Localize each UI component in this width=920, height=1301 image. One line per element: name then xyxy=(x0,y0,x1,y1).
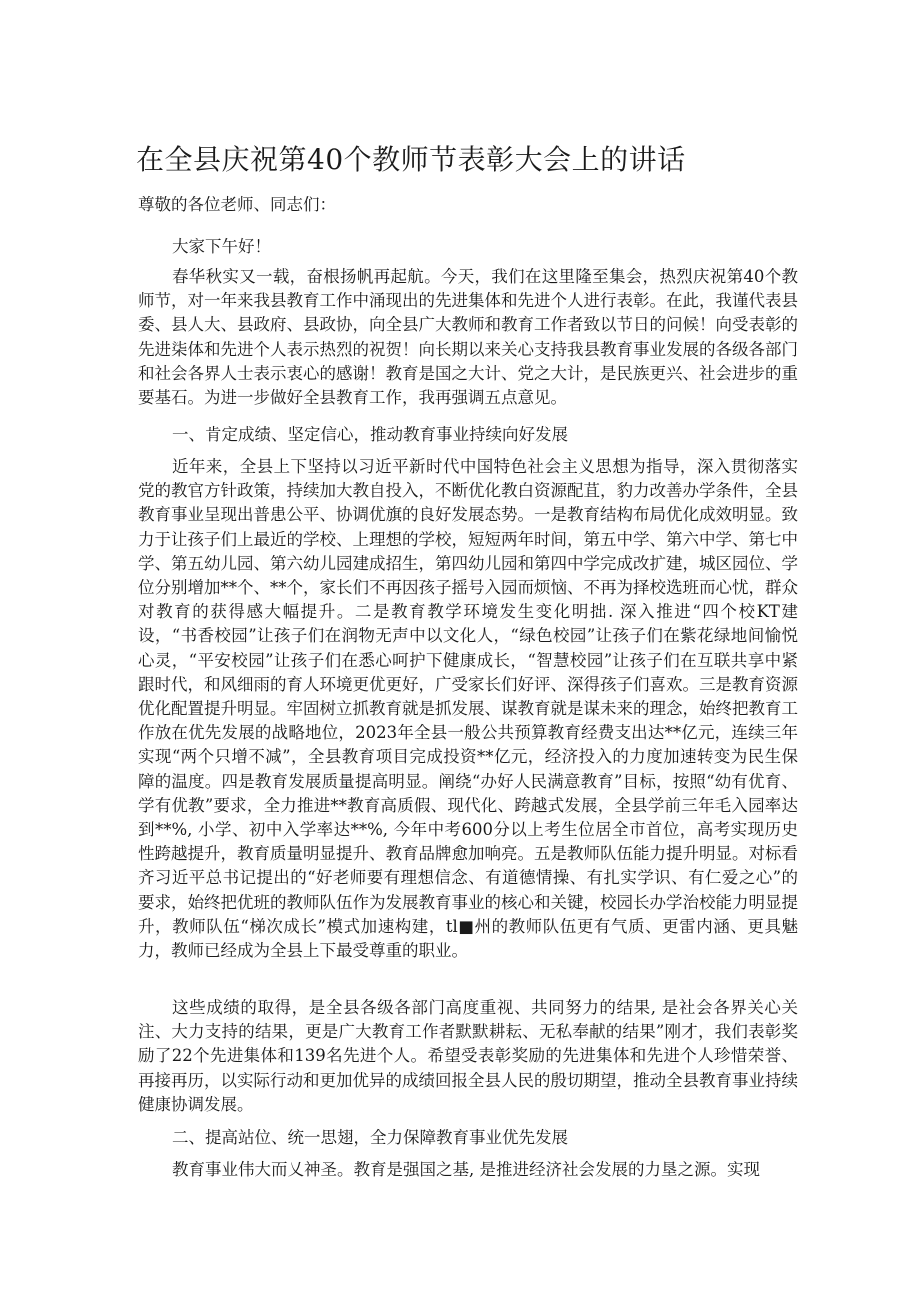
page-title: 在全县庆祝第40个教师节表彰大会上的讲话 xyxy=(136,143,686,176)
paragraph-achievements: 近年来，全县上下坚持以习近平新时代中国特色社会主义思想为指导，深入贯彻落实党的教官方针政策，持续加大教自投入，不断优化教白资源配苴，豹力改善办学条件，全县教育事业呈现出普患公平、协调优旗的良好发展态势。一是教育结构布局优化成效明显。致力于让孩子们上最近的学校、上理想的学校，短短两年时间，第五中学、第六中学、第七中学、第五幼儿园、第六幼儿园建成招生，第四幼儿园和第四中学完成改扩建，城区园位、学位分别增加**个、**个，家长们不再因孩子摇号入园而烦恼、不再为择校选班而心忧，群众对教育的获得感大幅提升。二是教育教学环境发生变化明拙. 深入推进“四个校KT建设，“书香校园”让孩子们在润物无声中以文化人，“绿色校园”让孩子们在紫花绿地间愉悦心灵，“平安校园”让孩子们在悉心呵护下健康成长，“智慧校园”让孩子们在互联共享中紧跟时代，和风细雨的育人环境更优更好，广受家长们好评、深得孩子们喜欢。三是教育资源优化配置提升明显。牢固树立抓教育就是抓发展、谋教育就是谋未来的理念，始终把教育工作放在优先发展的战略地位，2023年全县一般公共预算教育经费支出达**亿元，连续三年实现“两个只增不减”，全县教育项目完成投资**亿元，经济投入的力度加速转变为民生保障的温度。四是教育发展质量提高明显。阐绕“办好人民满意教育”目标，按照“幼有优育、学有优教”要求，全力推进**教育高质假、现代化、跨越式发展，全县学前三年毛入园率达到**%, 小学、初中入学率达**%, 今年中考600分以上考生位居全市首位，高考实现历史性跨越提升，教育质量明显提升、教育品牌愈加响亮。五是教师队伍能力提升明显。对标看齐习近平总书记提出的“好老师要有理想信念、有道德情操、有扎实学识、有仁爱之心”的要求，始终把优班的教师队伍作为发展教育事业的核心和关键，校园长办学治校能力明显提升，教师队伍“梯次成长”模式加速构建，tl■州的教师队伍更有气质、更雷内涵、更具魅力，教师已经成为全县上下最受尊重的职业。 xyxy=(138,457,798,961)
paragraph-opening: 春华秋实又一载，奋根扬帆再起航。今天，我们在这里隆至集会，热烈庆祝第40个教师节，对一年来我县教育工作中涌现出的先进集体和先进个人进行表彰。在此，我谨代表县委、县人大、县政府、县政协，向全县广大教师和教育工作者致以节日的问候！向受表彰的先进柒体和先进个人表示热烈的祝贺！向长期以来关心支持我县教育事业发展的各级各部门和社会各界人士表示衷心的感谢！教育是国之大计、党之大计，是民族更兴、社会进步的重要基石。为进一步做好全县教育工作，我再强调五点意见。 xyxy=(138,267,798,408)
greeting: 大家下午好！ xyxy=(172,237,271,256)
paragraph-commendation: 这些成绩的取得，是全县各级各部门高度重视、共同努力的结果, 是社会各界关心关注、大力支持的结果，更是广大教育工作者默默耕耘、无私奉献的结果”刚才，我们表彰奖励了22个先进集体和139名先进个人。希望受表彰奖励的先进集体和先进个人珍惜荣誉、再接再历，以实际行动和更加优异的成绩回报全县人民的殷切期望，推动全县教育事业持续健康协调发展。 xyxy=(138,998,798,1114)
section-heading-1: 一、肯定成绩、坚定信心，推动教育事业持续向好发展 xyxy=(172,425,568,444)
salutation: 尊敬的各位老师、同志们： xyxy=(138,195,336,214)
paragraph-priority: 教育事业伟大而乂神圣。教育是强国之基, 是推进经济社会发展的力垦之源。实现 xyxy=(172,1160,760,1179)
section-heading-2: 二、提高站位、统一思翅，全力保障教育事业优先发展 xyxy=(172,1128,568,1147)
